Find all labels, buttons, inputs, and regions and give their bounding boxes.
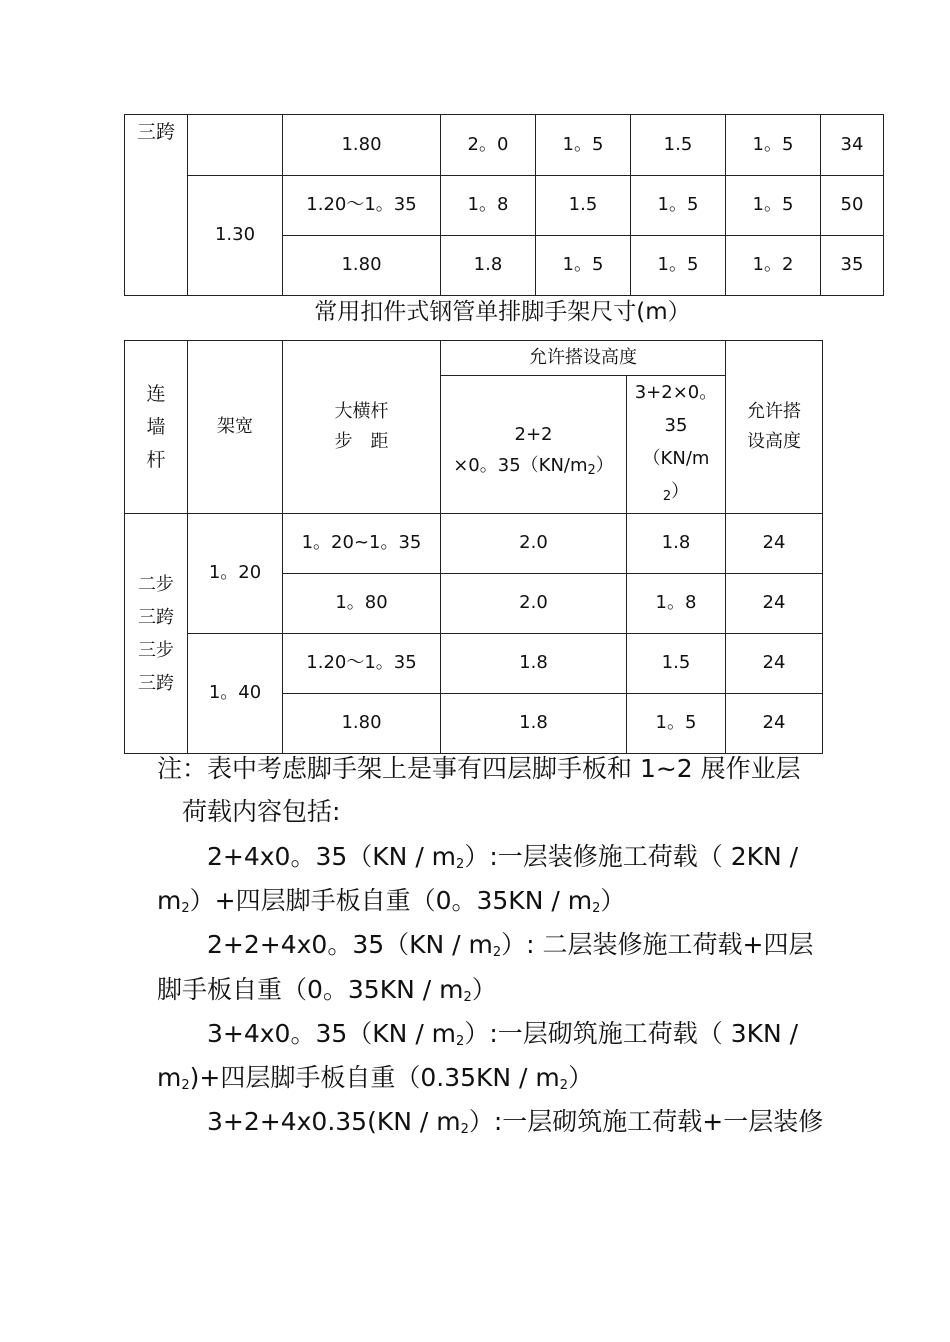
group-label-line: 三跨 — [138, 672, 174, 694]
value-cell: 1.5 — [627, 634, 726, 694]
note-text: ） — [568, 1063, 594, 1092]
value-cell: 1。5 — [536, 115, 631, 176]
value-cell: 2。0 — [441, 115, 536, 176]
note-line: 荷载内容包括: — [182, 797, 341, 826]
subscript: 2 — [662, 489, 672, 504]
note-text: m — [157, 1063, 182, 1092]
note-text: 3+4x0。35（KN / m — [207, 1019, 457, 1048]
value-cell: 1.5 — [536, 176, 631, 236]
header-load-a-line1: 2+2 — [514, 424, 553, 446]
note-line — [207, 837, 798, 873]
value-cell: 1.8 — [441, 634, 627, 694]
value-cell: 1。5 — [536, 236, 631, 296]
subscript: 2 — [592, 901, 601, 916]
step-cell: 1.20～1。35 — [283, 176, 441, 236]
table-row — [125, 634, 823, 694]
value-cell: 1。8 — [627, 574, 726, 634]
value-cell: 1.8 — [441, 694, 627, 754]
table-row — [125, 115, 884, 176]
subscript: 2 — [559, 1078, 569, 1093]
header-load-b-line3: （KN/m — [642, 448, 710, 469]
subscript: 2 — [181, 1078, 190, 1093]
note-text: ） — [471, 975, 497, 1004]
step-cell: 1。80 — [283, 574, 441, 634]
subscript: 2 — [456, 857, 465, 872]
note-text: 3+2+4x0.35(KN / m — [207, 1107, 461, 1136]
width-cell: 1。20 — [188, 514, 283, 634]
header-step-line2: 步 距 — [334, 431, 389, 452]
value-cell: 35 — [821, 236, 884, 296]
subscript: 2 — [456, 1034, 465, 1049]
note-line — [207, 925, 814, 961]
value-cell: 1。5 — [631, 176, 726, 236]
step-cell: 1.20～1。35 — [283, 634, 441, 694]
header-load-b-line4: ） — [671, 481, 690, 502]
value-cell: 1。5 — [631, 236, 726, 296]
header-wall-tie — [125, 341, 188, 514]
subscript: 2 — [492, 945, 502, 960]
header-allowed-height-line2: 设高度 — [747, 431, 801, 452]
subscript: 2 — [463, 990, 472, 1005]
header-step-line1: 大横杆 — [334, 400, 389, 422]
header-load-b-line2: 35 — [664, 415, 688, 436]
value-cell: 2.0 — [441, 574, 627, 634]
header-allowed-height-group: 允许搭设高度 — [441, 341, 726, 376]
table-continued — [124, 114, 884, 296]
note-text: ）:一层砌筑施工荷载+一层装修 — [468, 1107, 824, 1136]
header-load-a — [441, 376, 627, 514]
width-cell — [188, 115, 283, 176]
header-load-b-line1: 3+2×0。 — [634, 382, 718, 403]
value-cell: 1.8 — [441, 236, 536, 296]
note-line — [207, 1014, 798, 1050]
group-label-line: 二步 — [138, 573, 174, 595]
table-caption: 常用扣件式钢管单排脚手架尺寸(m） — [314, 299, 691, 325]
note-text: 2+2+4x0。35（KN / m — [207, 930, 493, 959]
note-line — [157, 881, 625, 917]
value-cell: 34 — [821, 115, 884, 176]
note-text: 2+4x0。35（KN / m — [207, 842, 457, 871]
note-line — [157, 1058, 593, 1094]
header-load-a-line2: ×0。35（KN/m — [453, 454, 588, 476]
note-text: 脚手板自重（0。35KN / m — [157, 975, 464, 1004]
header-step — [283, 341, 441, 514]
value-cell: 24 — [726, 634, 823, 694]
group-label: 三跨 — [136, 121, 175, 143]
note-text: ） — [600, 886, 626, 915]
step-cell: 1.80 — [283, 236, 441, 296]
header-load-a-tail: ） — [595, 454, 614, 476]
header-wall-tie-label: 连墙杆 — [146, 382, 166, 471]
width-cell: 1。40 — [188, 634, 283, 754]
value-cell: 1.8 — [627, 514, 726, 574]
header-allowed-height — [726, 341, 823, 514]
value-cell: 24 — [726, 694, 823, 754]
table-row — [125, 514, 823, 574]
note-text: ）:一层砌筑施工荷载（ 3KN / — [464, 1019, 799, 1048]
value-cell: 1。5 — [627, 694, 726, 754]
subscript: 2 — [460, 1122, 469, 1137]
value-cell: 1。5 — [726, 115, 821, 176]
note-text: )+四层脚手板自重（0.35KN / m — [189, 1063, 560, 1092]
group-label-line: 三跨 — [138, 606, 174, 628]
header-allowed-height-line1: 允许搭 — [747, 400, 801, 422]
table-row — [125, 176, 884, 236]
header-load-b — [627, 376, 726, 514]
note-text: ）+四层脚手板自重（0。35KN / m — [189, 886, 593, 915]
group-label-cell — [125, 514, 188, 754]
subscript: 2 — [587, 462, 596, 478]
group-label-cell — [125, 115, 188, 296]
group-label-line: 三步 — [138, 639, 174, 661]
header-frame-width: 架宽 — [188, 341, 283, 514]
step-cell: 1.80 — [283, 115, 441, 176]
note-line — [157, 970, 497, 1006]
value-cell: 1。5 — [726, 176, 821, 236]
note-text: ）:一层装修施工荷载（ 2KN / — [464, 842, 799, 871]
width-cell: 1.30 — [188, 176, 283, 296]
subscript: 2 — [181, 901, 190, 916]
table-single-row-scaffold — [124, 340, 823, 754]
note-text: ）: 二层装修施工荷载+四层 — [501, 930, 814, 959]
value-cell: 2.0 — [441, 514, 627, 574]
step-cell: 1.80 — [283, 694, 441, 754]
value-cell: 24 — [726, 574, 823, 634]
value-cell: 1.5 — [631, 115, 726, 176]
value-cell: 50 — [821, 176, 884, 236]
value-cell: 1。2 — [726, 236, 821, 296]
value-cell: 1。8 — [441, 176, 536, 236]
step-cell: 1。20~1。35 — [283, 514, 441, 574]
note-text: m — [157, 886, 182, 915]
note-line: 注：表中考虑脚手架上是事有四层脚手板和 1~2 展作业层 — [157, 754, 801, 783]
note-line — [207, 1102, 823, 1138]
value-cell: 24 — [726, 514, 823, 574]
table-header-row — [125, 341, 823, 376]
